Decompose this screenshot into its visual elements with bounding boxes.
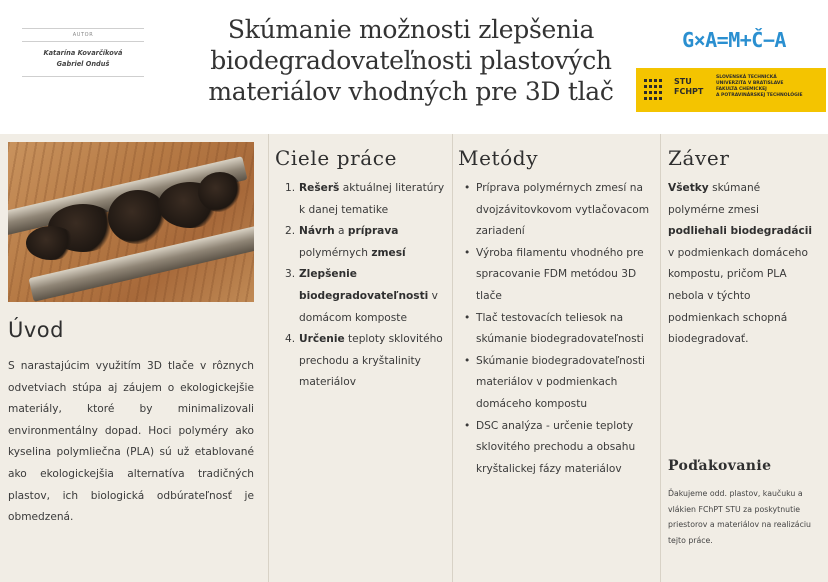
item-number: 3. xyxy=(285,268,296,281)
item-text: Príprava polymérnych zmesí na dvojzávitovkovom vytlačovacom zariadení xyxy=(476,182,650,238)
metody-list xyxy=(462,178,658,480)
bullet-icon: • xyxy=(464,419,471,432)
item-text xyxy=(299,178,445,221)
title-line: materiálov vhodných pre 3D tlač xyxy=(208,77,614,106)
bullet-icon: • xyxy=(464,311,471,324)
zaver-part: v podmienkach domáceho kompostu, pričom PLA nebola v týchto podmienkach schopná biodegradovať. xyxy=(668,246,808,346)
item-mid: a xyxy=(334,225,348,238)
item-bold: Rešerš xyxy=(299,182,340,194)
stu-line: A POTRAVINÁRSKEJ TECHNOLÓGIE xyxy=(716,93,803,98)
item-number: 4. xyxy=(285,333,296,346)
item-bold: Určenie xyxy=(299,333,345,346)
item-bold: Návrh xyxy=(299,225,335,238)
list-item xyxy=(285,178,445,221)
item-text: Výroba filamentu vhodného pre spracovanie FDM metódou 3D tlače xyxy=(476,246,644,302)
stu-line: UNIVERZITA V BRATISLAVE xyxy=(716,81,784,86)
zaver-bold: podliehali biodegradácii xyxy=(668,225,813,238)
poster-header xyxy=(0,0,828,134)
list-item xyxy=(285,221,445,264)
stu-dots-icon xyxy=(644,79,666,101)
author-box xyxy=(20,28,146,92)
item-bold: zmesí xyxy=(371,246,406,259)
item-rest: aktuálnej literatúry k danej tematike xyxy=(299,182,445,216)
item-text xyxy=(299,221,445,264)
gamca-logo: G×A=M+Č−A xyxy=(682,28,786,52)
item-rest: teploty sklovitého prechodu a kryštalinity materiálov xyxy=(299,333,443,389)
podakovanie-heading: Poďakovanie xyxy=(668,458,772,474)
content-panels xyxy=(0,134,828,582)
author-names xyxy=(20,42,146,76)
bullet-icon: • xyxy=(464,182,471,194)
item-number: 1. xyxy=(285,182,296,194)
list-item xyxy=(285,329,445,394)
stu-line: SLOVENSKÁ TECHNICKÁ xyxy=(716,75,777,80)
title-line: biodegradovateľnosti plastových xyxy=(210,46,612,75)
column-divider xyxy=(452,134,453,582)
item-text xyxy=(299,264,445,329)
item-text: Skúmanie biodegradovateľnosti materiálov v podmienkach domáceho kompostu xyxy=(476,354,645,410)
list-item xyxy=(462,178,658,243)
bullet-icon: • xyxy=(464,246,471,259)
uvod-text: S narastajúcim využitím 3D tlače v rôznych odvetviach stúpa aj záujem o ekologickejšie materiály, ktoré by minimalizovali environmentálny dopad. Hoci polyméry ako kyselina polymliečna (PLA) sú už etablované ako ekologickejšia alternatíva tradičných plastov, ich biologická odbúrateľnosť je obmedzená. xyxy=(8,360,254,524)
item-bold: Zlepšenie biodegradovateľnosti xyxy=(299,268,429,302)
zaver-part: skúmané polymérne zmesi xyxy=(668,182,761,216)
list-item xyxy=(462,416,658,481)
stu-line: FAKULTA CHEMICKEJ xyxy=(716,87,767,92)
stu-abbrev: STU xyxy=(674,77,692,86)
column-divider xyxy=(660,134,661,582)
uvod-heading: Úvod xyxy=(8,318,64,342)
list-item xyxy=(462,243,658,308)
zaver-text xyxy=(668,178,818,351)
item-bold: príprava xyxy=(347,225,399,238)
item-rest: v domácom komposte xyxy=(299,289,438,324)
ciele-list xyxy=(285,178,445,394)
stu-university-name xyxy=(716,75,822,99)
biodegraded-sample-photo xyxy=(8,142,254,302)
column-divider xyxy=(268,134,269,582)
ciele-heading: Ciele práce xyxy=(275,146,398,170)
author-label: AUTOR xyxy=(72,32,94,38)
item-rest: polymérnych xyxy=(299,246,372,259)
list-item xyxy=(462,351,658,416)
fchpt-abbrev: FCHPT xyxy=(674,87,704,96)
stu-fchpt-logo xyxy=(636,68,826,112)
item-text: Tlač testovacích teliesok na skúmanie biodegradovateľnosti xyxy=(476,311,644,346)
title-line: Skúmanie možnosti zlepšenia xyxy=(227,15,595,44)
author-name: Katarína Kovarčíková xyxy=(43,49,123,57)
list-item xyxy=(285,264,445,329)
stu-logo-text xyxy=(674,77,703,97)
item-number: 2. xyxy=(285,225,296,238)
item-text: DSC analýza - určenie teploty sklovitého prechodu a obsahu kryštalickej fázy materiálov xyxy=(476,419,636,475)
zaver-heading: Záver xyxy=(668,146,730,170)
bullet-icon: • xyxy=(464,354,471,367)
metody-heading: Metódy xyxy=(458,146,539,170)
zaver-bold: Všetky xyxy=(668,182,709,194)
podakovanie-text: Ďakujeme odd. plastov, kaučuku a vlákien FChPT STU za poskytnutie priestorov a materiálov na realizáciu tejto práce. xyxy=(668,489,811,545)
divider xyxy=(22,76,144,77)
author-name: Gabriel Onduš xyxy=(56,60,110,68)
poster-title xyxy=(180,14,642,107)
list-item xyxy=(462,308,658,351)
item-text xyxy=(299,329,445,394)
